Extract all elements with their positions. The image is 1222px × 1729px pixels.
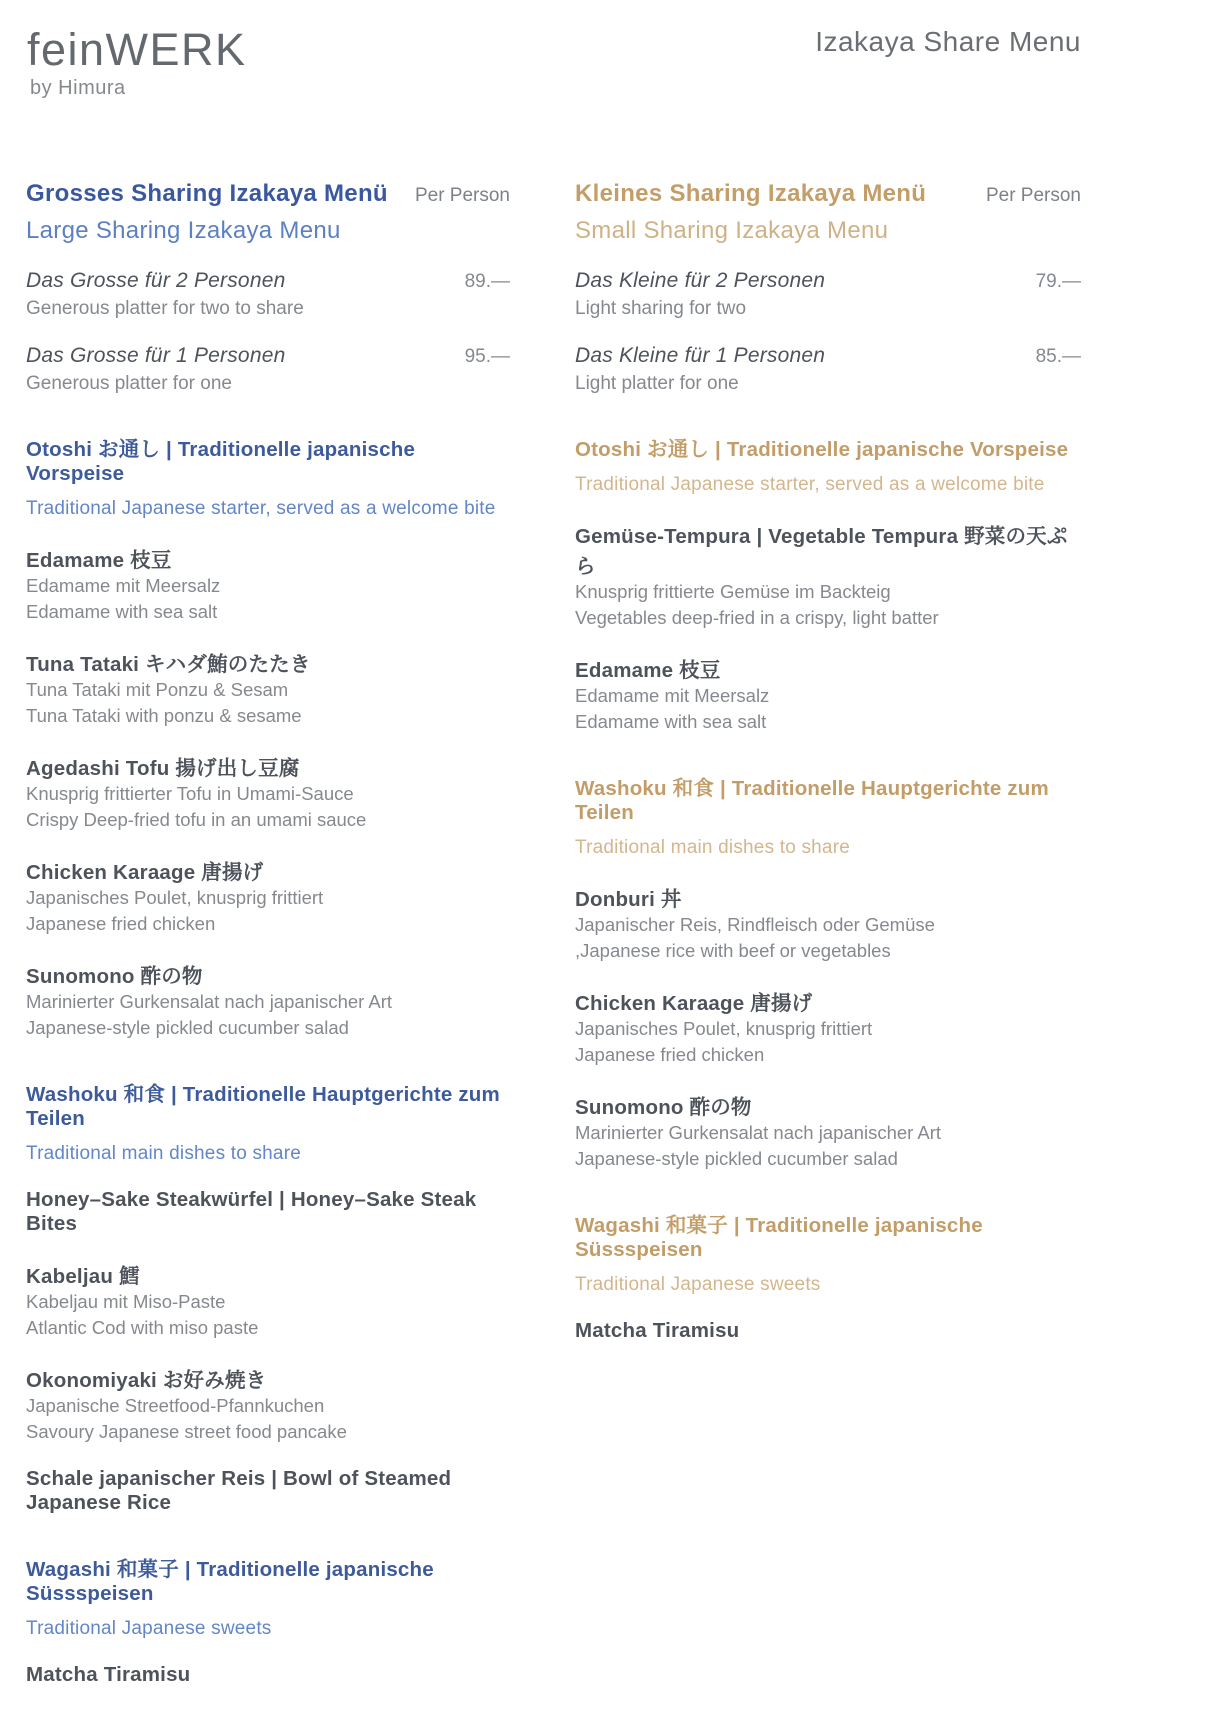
option-desc: Light platter for one bbox=[575, 373, 739, 394]
dish-name: Kabeljau 鱈 bbox=[26, 1265, 140, 1288]
dish-desc-en: Tuna Tataki with ponzu & sesame bbox=[26, 704, 302, 726]
dish-desc-de: Edamame mit Meersalz bbox=[575, 685, 770, 706]
dish-desc-en: Edamame with sea salt bbox=[26, 600, 218, 622]
dish-name: Schale japanischer Reis | Bowl of Steamed Japanese Rice bbox=[26, 1467, 452, 1514]
dish-sunomono bbox=[26, 959, 510, 1040]
dish-desc-en: Vegetables deep-fried in a crispy, light batter bbox=[575, 606, 939, 628]
section-washoku-small bbox=[575, 771, 1081, 1171]
dish-steamed-rice bbox=[26, 1467, 510, 1515]
dish-desc-de: Knusprig frittierter Tofu in Umami-Sauce bbox=[26, 783, 354, 804]
dish-matcha-tiramisu bbox=[575, 1319, 1081, 1343]
dish-name: Okonomiyaki お好み焼き bbox=[26, 1369, 267, 1392]
dish-chicken-karaage bbox=[575, 986, 1081, 1067]
dish-edamame bbox=[575, 653, 1081, 734]
small-menu-title-row bbox=[575, 180, 1081, 208]
dish-name: Gemüse-Tempura | Vegetable Tempura 野菜の天ぷら bbox=[575, 525, 1068, 578]
dish-desc-en: Japanese-style pickled cucumber salad bbox=[26, 1016, 349, 1038]
section-otoshi-large bbox=[26, 432, 510, 1040]
section-otoshi-small bbox=[575, 432, 1081, 734]
option-row bbox=[575, 344, 1081, 368]
dish-desc-de: Marinierter Gurkensalat nach japanischer Art bbox=[26, 991, 393, 1012]
dish-desc-de: Knusprig frittierte Gemüse im Backteig bbox=[575, 581, 891, 602]
dish-desc-en: Japanese fried chicken bbox=[26, 912, 216, 934]
dish-name: Chicken Karaage 唐揚げ bbox=[575, 992, 813, 1015]
large-menu-title: Grosses Sharing Izakaya Menü bbox=[26, 180, 388, 207]
large-menu-per-person-label: Per Person bbox=[414, 185, 510, 206]
dish-edamame bbox=[26, 543, 510, 624]
dish-desc-en: Japanese fried chicken bbox=[575, 1043, 765, 1065]
section-wagashi-small bbox=[575, 1208, 1081, 1343]
logo-feinwerk: feinWERK bbox=[27, 24, 247, 75]
option-price: 89.— bbox=[464, 271, 510, 292]
option-price: 95.— bbox=[464, 346, 510, 367]
option-row bbox=[26, 344, 510, 368]
option-name: Das Kleine für 1 Personen bbox=[575, 344, 826, 367]
dish-desc-de: Japanischer Reis, Rindfleisch oder Gemüse bbox=[575, 914, 935, 935]
section-heading: Otoshi お通し | Traditionelle japanische Vorspeise bbox=[26, 438, 416, 485]
large-menu-subtitle: Large Sharing Izakaya Menu bbox=[26, 217, 341, 244]
dish-name: Donburi 丼 bbox=[575, 888, 682, 911]
section-subheading: Traditional Japanese starter, served as a welcome bite bbox=[26, 498, 496, 519]
dish-desc-en: Crispy Deep-fried tofu in an umami sauce bbox=[26, 808, 367, 830]
large-menu-title-row bbox=[26, 180, 510, 208]
section-heading: Otoshi お通し | Traditionelle japanische Vorspeise bbox=[575, 438, 1069, 461]
dish-name: Tuna Tataki キハダ鮪のたたき bbox=[26, 653, 311, 676]
option-grosse-1-personen bbox=[26, 344, 510, 395]
dish-honey-sake-steak bbox=[26, 1188, 510, 1236]
section-washoku-large bbox=[26, 1077, 510, 1515]
dish-gemuese-tempura bbox=[575, 519, 1081, 630]
dish-desc-de: Japanisches Poulet, knusprig frittiert bbox=[575, 1018, 873, 1039]
option-grosse-2-personen bbox=[26, 269, 510, 320]
section-subheading: Traditional main dishes to share bbox=[26, 1143, 301, 1164]
option-desc: Generous platter for one bbox=[26, 373, 232, 394]
small-menu-title: Kleines Sharing Izakaya Menü bbox=[575, 180, 927, 207]
dish-name: Matcha Tiramisu bbox=[26, 1663, 191, 1686]
option-kleine-1-personen bbox=[575, 344, 1081, 395]
dish-name: Edamame 枝豆 bbox=[26, 549, 172, 572]
option-row bbox=[575, 269, 1081, 293]
dish-desc-de: Tuna Tataki mit Ponzu & Sesam bbox=[26, 679, 289, 700]
option-name: Das Grosse für 1 Personen bbox=[26, 344, 286, 367]
small-menu-per-person-label: Per Person bbox=[985, 185, 1081, 206]
dish-desc-de: Japanisches Poulet, knusprig frittiert bbox=[26, 887, 324, 908]
dish-desc-en: Savoury Japanese street food pancake bbox=[26, 1420, 347, 1442]
dish-name: Agedashi Tofu 揚げ出し豆腐 bbox=[26, 757, 300, 780]
dish-name: Honey–Sake Steakwürfel | Honey–Sake Steak Bites bbox=[26, 1188, 477, 1235]
dish-kabeljau bbox=[26, 1259, 510, 1340]
dish-desc-en: Atlantic Cod with miso paste bbox=[26, 1316, 259, 1338]
option-kleine-2-personen bbox=[575, 269, 1081, 320]
dish-tuna-tataki bbox=[26, 647, 510, 728]
dish-desc-de: Kabeljau mit Miso-Paste bbox=[26, 1291, 226, 1312]
dish-desc-en: ,Japanese rice with beef or vegetables bbox=[575, 939, 891, 961]
dish-donburi bbox=[575, 882, 1081, 963]
dish-desc-en: Edamame with sea salt bbox=[575, 710, 767, 732]
option-name: Das Grosse für 2 Personen bbox=[26, 269, 286, 292]
dish-name: Sunomono 酢の物 bbox=[26, 965, 203, 988]
logo-block bbox=[27, 24, 247, 100]
section-subheading: Traditional main dishes to share bbox=[575, 837, 850, 858]
dish-agedashi-tofu bbox=[26, 751, 510, 832]
dish-desc-en: Japanese-style pickled cucumber salad bbox=[575, 1147, 898, 1169]
document-title: Izakaya Share Menu bbox=[815, 26, 1081, 57]
dish-desc-de: Edamame mit Meersalz bbox=[26, 575, 221, 596]
dish-desc-de: Marinierter Gurkensalat nach japanischer Art bbox=[575, 1122, 942, 1143]
section-heading: Washoku 和食 | Traditionelle Hauptgerichte zum Teilen bbox=[26, 1083, 500, 1130]
dish-name: Edamame 枝豆 bbox=[575, 659, 721, 682]
option-desc: Generous platter for two to share bbox=[26, 298, 304, 319]
section-subheading: Traditional Japanese sweets bbox=[575, 1274, 821, 1295]
column-large-menu bbox=[26, 180, 510, 1687]
section-subheading: Traditional Japanese sweets bbox=[26, 1618, 272, 1639]
dish-name: Matcha Tiramisu bbox=[575, 1319, 740, 1342]
small-menu-subtitle: Small Sharing Izakaya Menu bbox=[575, 217, 889, 244]
dish-sunomono bbox=[575, 1090, 1081, 1171]
dish-name: Chicken Karaage 唐揚げ bbox=[26, 861, 264, 884]
option-price: 79.— bbox=[1035, 271, 1081, 292]
column-small-menu bbox=[575, 180, 1081, 1343]
option-row bbox=[26, 269, 510, 293]
dish-desc-de: Japanische Streetfood-Pfannkuchen bbox=[26, 1395, 325, 1416]
large-menu-options bbox=[26, 269, 510, 395]
section-heading: Washoku 和食 | Traditionelle Hauptgerichte zum Teilen bbox=[575, 777, 1049, 824]
option-name: Das Kleine für 2 Personen bbox=[575, 269, 826, 292]
option-price: 85.— bbox=[1035, 346, 1081, 367]
logo-byline: by Himura bbox=[30, 77, 126, 99]
dish-chicken-karaage bbox=[26, 855, 510, 936]
dish-matcha-tiramisu bbox=[26, 1663, 510, 1687]
option-desc: Light sharing for two bbox=[575, 298, 747, 319]
section-heading: Wagashi 和菓子 | Traditionelle japanische Süssspeisen bbox=[575, 1214, 983, 1261]
section-heading: Wagashi 和菓子 | Traditionelle japanische Süssspeisen bbox=[26, 1558, 434, 1605]
section-wagashi-large bbox=[26, 1552, 510, 1687]
dish-name: Sunomono 酢の物 bbox=[575, 1096, 752, 1119]
small-menu-options bbox=[575, 269, 1081, 395]
dish-okonomiyaki bbox=[26, 1363, 510, 1444]
section-subheading: Traditional Japanese starter, served as a welcome bite bbox=[575, 474, 1045, 495]
